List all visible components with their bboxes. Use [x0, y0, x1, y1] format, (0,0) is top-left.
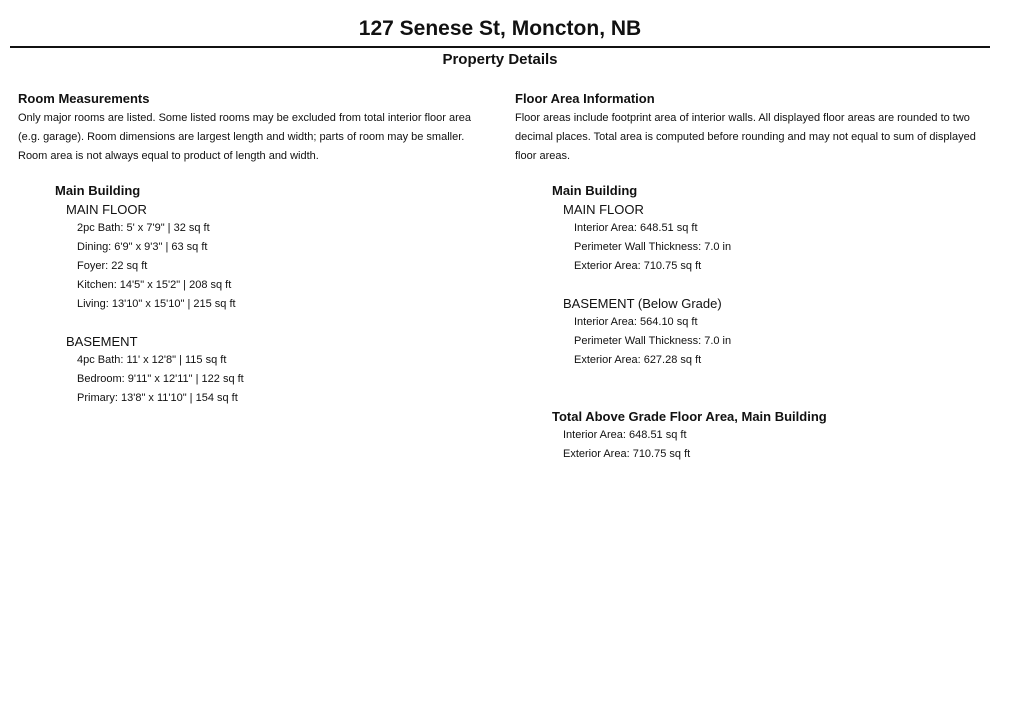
total-area-item: Exterior Area: 710.75 sq ft [563, 448, 691, 460]
area-list [574, 219, 1000, 276]
area-floor-name: MAIN FLOOR [563, 202, 644, 217]
room-item: Kitchen: 14'5" x 15'2" | 208 sq ft [77, 279, 232, 291]
floor-area-heading: Floor Area Information [515, 91, 655, 106]
room-item: Primary: 13'8" x 11'10" | 154 sq ft [77, 392, 238, 404]
page-title: 127 Senese St, Moncton, NB [358, 17, 642, 40]
area-building-block [552, 181, 1000, 370]
floor-area-section [515, 90, 1000, 464]
room-item: 2pc Bath: 5' x 7'9" | 32 sq ft [77, 222, 210, 234]
area-item: Exterior Area: 627.28 sq ft [574, 354, 702, 366]
area-item: Perimeter Wall Thickness: 7.0 in [574, 335, 732, 347]
area-item: Interior Area: 648.51 sq ft [574, 222, 698, 234]
room-building-title: Main Building [55, 183, 141, 198]
total-area-block [552, 407, 1000, 464]
room-measurements-heading: Room Measurements [18, 91, 150, 106]
room-item: Living: 13'10" x 15'10" | 215 sq ft [77, 298, 236, 310]
room-floor-name: MAIN FLOOR [66, 202, 147, 217]
floor-area-note: Floor areas include footprint area of interior walls. All displayed floor areas are rounded to two decimal places. Total area is computed before rounding and may not equal to sum of displayed floor areas. [515, 112, 976, 162]
room-item: Foyer: 22 sq ft [77, 260, 148, 272]
total-area-list [563, 426, 1000, 464]
room-item: 4pc Bath: 11' x 12'8" | 115 sq ft [77, 354, 227, 366]
room-floor-basement [66, 332, 493, 408]
area-building-title: Main Building [552, 183, 638, 198]
area-item: Interior Area: 564.10 sq ft [574, 316, 698, 328]
room-measurements-note: Only major rooms are listed. Some listed rooms may be excluded from total interior floor area (e.g. garage). Room dimensions are largest length and width; parts of room may be smaller. Room area is not always equal to product of length and width. [18, 112, 472, 162]
area-floor-basement [563, 294, 1000, 370]
area-list [574, 313, 1000, 370]
room-building-block [55, 181, 493, 408]
area-floor-main [563, 200, 1000, 276]
page-subtitle: Property Details [442, 51, 558, 68]
title-divider [10, 46, 990, 48]
room-floor-name: BASEMENT [66, 334, 138, 349]
room-list [77, 351, 493, 408]
total-area-heading: Total Above Grade Floor Area, Main Building [552, 409, 827, 424]
room-floor-main [66, 200, 493, 314]
room-list [77, 219, 493, 314]
area-floor-name: BASEMENT (Below Grade) [563, 296, 722, 311]
area-item: Exterior Area: 710.75 sq ft [574, 260, 702, 272]
room-item: Bedroom: 9'11" x 12'11" | 122 sq ft [77, 373, 244, 385]
room-measurements-section [18, 90, 493, 408]
area-item: Perimeter Wall Thickness: 7.0 in [574, 241, 732, 253]
room-item: Dining: 6'9" x 9'3" | 63 sq ft [77, 241, 208, 253]
total-area-item: Interior Area: 648.51 sq ft [563, 429, 687, 441]
